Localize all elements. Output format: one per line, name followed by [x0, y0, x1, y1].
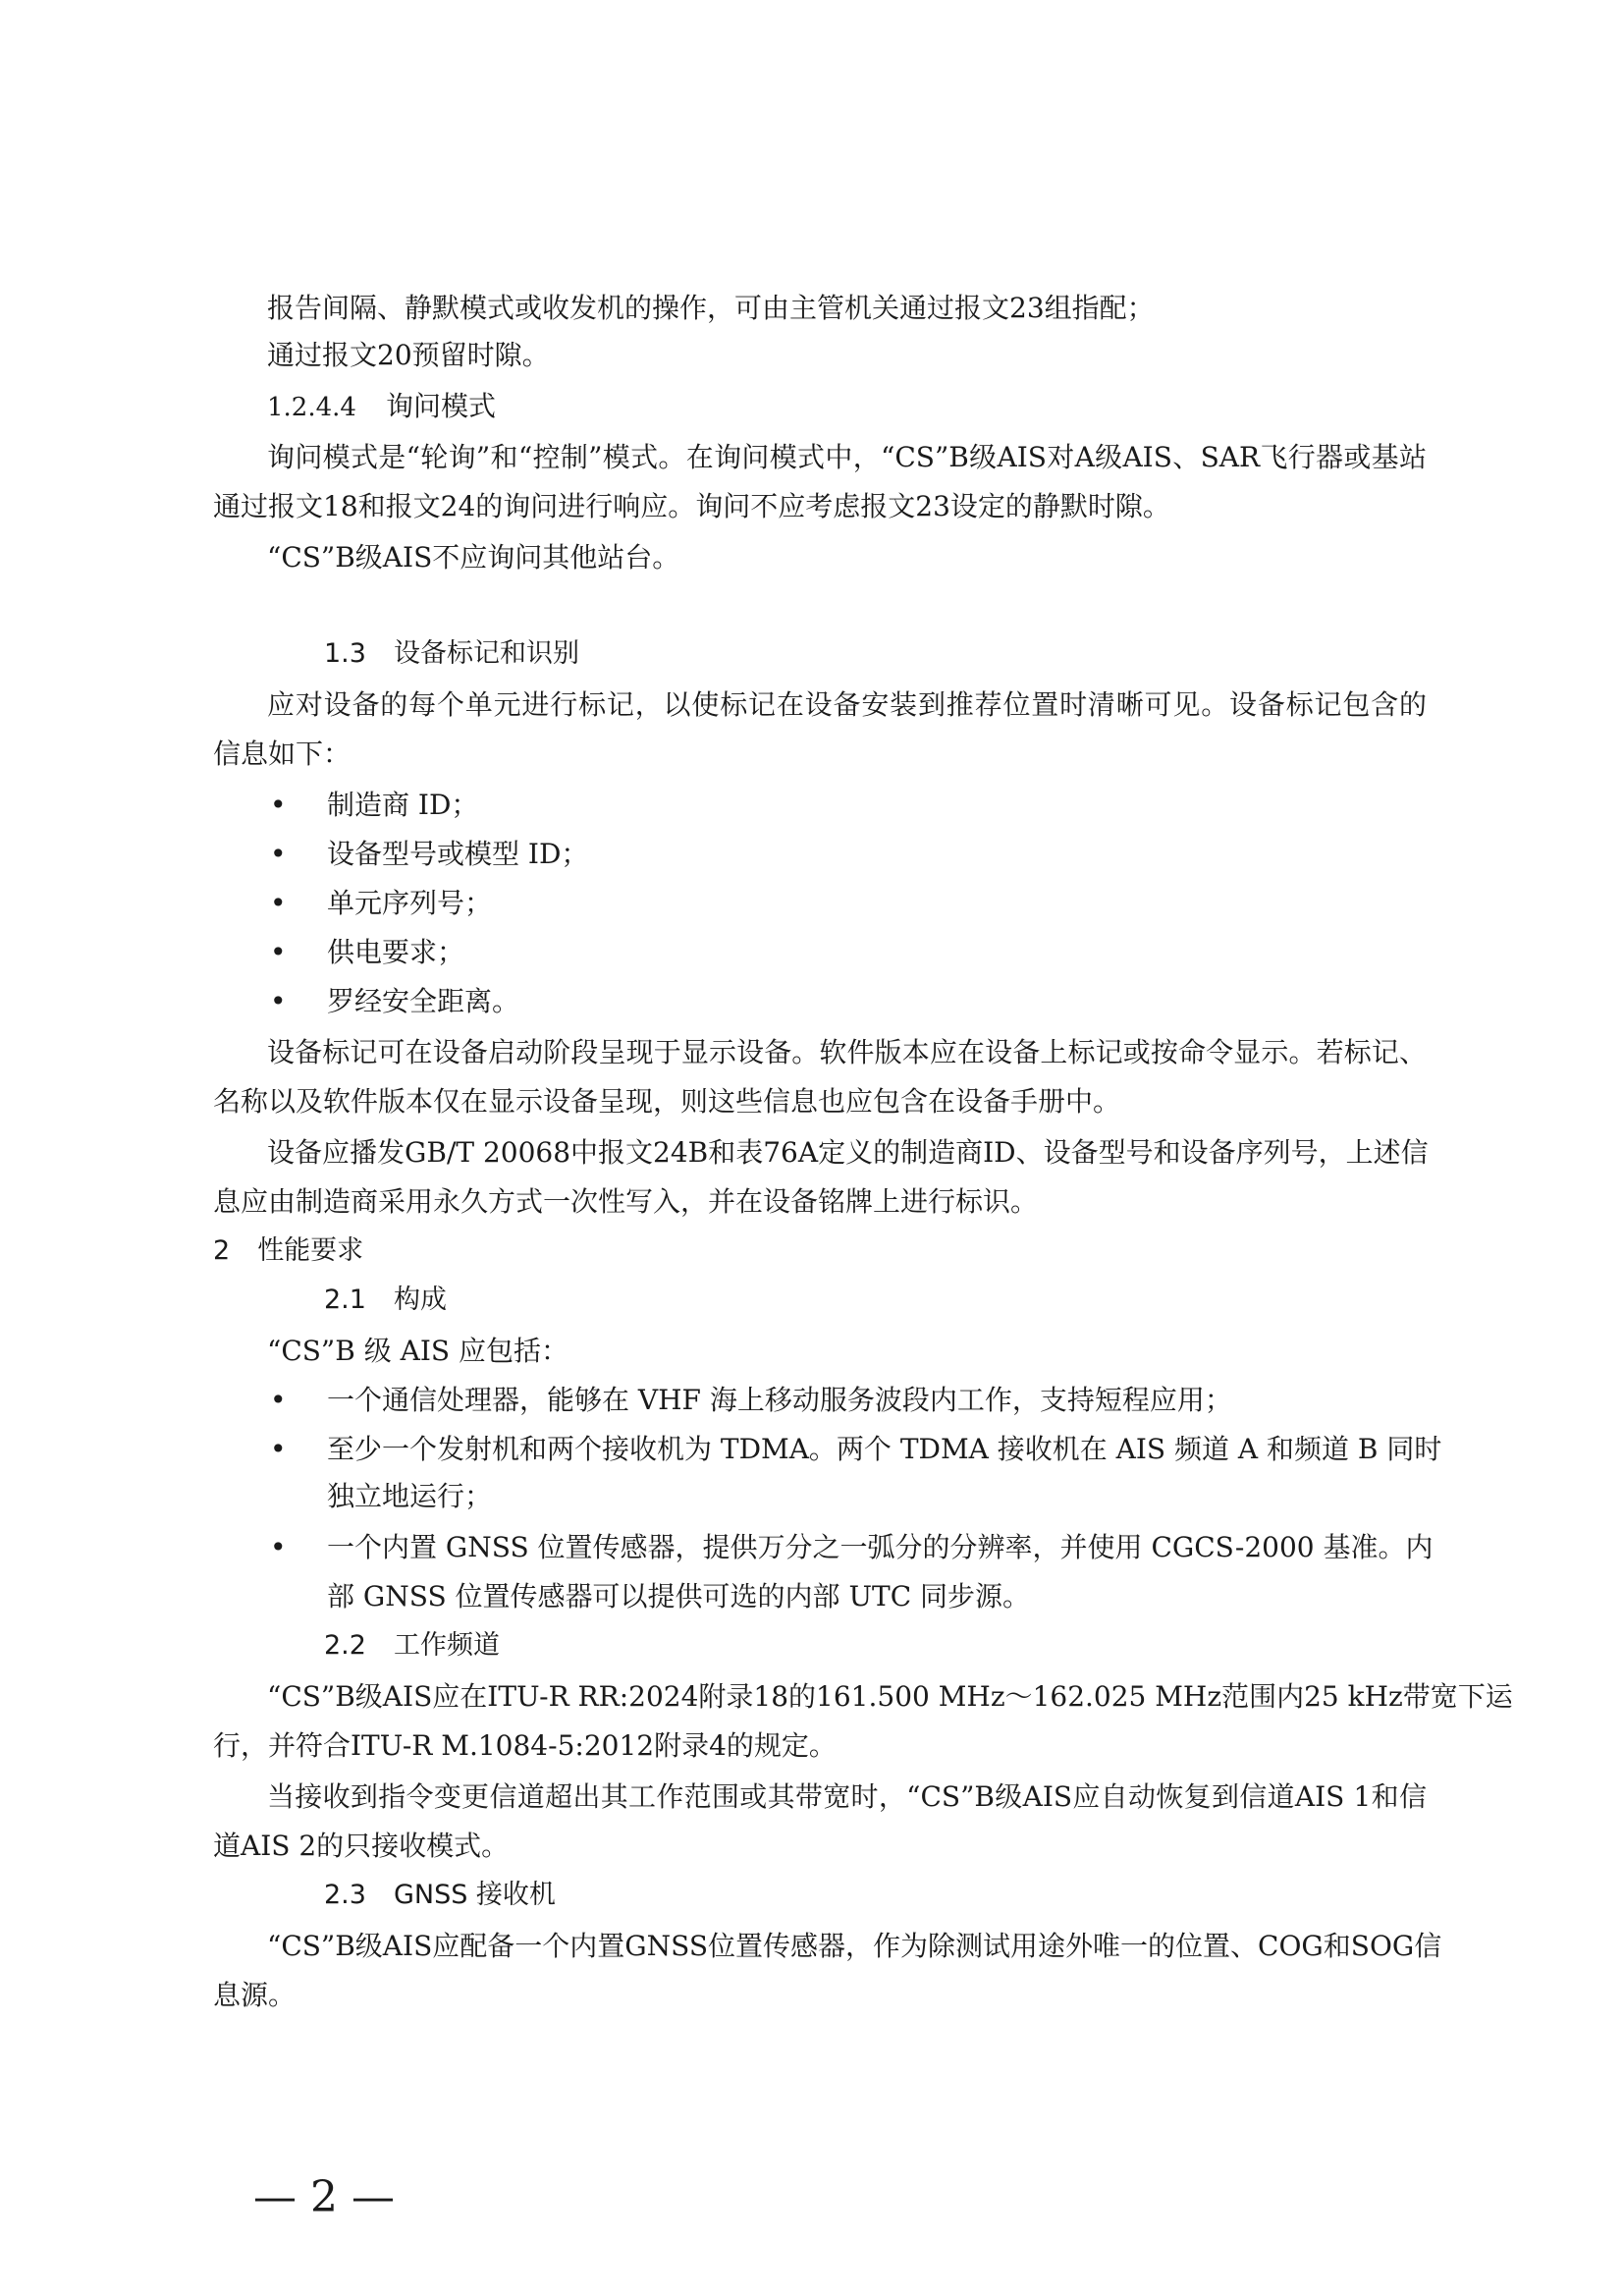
- paragraph-line: 道AIS 2的只接收模式。: [213, 1830, 510, 1862]
- section-number: 2: [213, 1235, 231, 1266]
- list-item: 供电要求；: [327, 936, 465, 968]
- list-item: 一个通信处理器，能够在 VHF 海上移动服务波段内工作，支持短程应用；: [327, 1384, 1232, 1416]
- paragraph-line: 报告间隔、静默模式或收发机的操作，可由主管机关通过报文23组指配；: [267, 292, 1155, 324]
- section-title: 询问模式: [385, 390, 496, 422]
- section-number: 1.3: [324, 638, 366, 669]
- section-title: 工作频道: [393, 1630, 500, 1661]
- section-heading-2-2: [324, 1626, 500, 1666]
- bullet-icon: •: [270, 887, 287, 919]
- paragraph-line: 通过报文18和报文24的询问进行响应。询问不应考虑报文23设定的静默时隙。: [213, 490, 1170, 522]
- list-item-continuation: 部 GNSS 位置传感器可以提供可选的内部 UTC 同步源。: [327, 1580, 1031, 1613]
- section-number: 2.1: [324, 1285, 366, 1315]
- list-item-continuation: 独立地运行；: [327, 1480, 493, 1512]
- section-heading-2-1: [324, 1281, 447, 1320]
- paragraph-line: 询问模式是“轮询”和“控制”模式。在询问模式中，“CS”B级AIS对A级AIS、SAR飞行器或基站: [267, 441, 1427, 473]
- bullet-icon: •: [270, 936, 287, 968]
- paragraph-line: 信息如下：: [213, 738, 352, 770]
- paragraph-line: 设备应播发GB/T 20068中报文24B和表76A定义的制造商ID、设备型号和设备序列号，上述信: [267, 1136, 1429, 1169]
- section-number: 1.2.4.4: [267, 393, 356, 422]
- list-item: 罗经安全距离。: [327, 985, 520, 1017]
- section-title: 性能要求: [257, 1235, 364, 1266]
- bullet-icon: •: [270, 789, 287, 821]
- page-number: — 2 —: [253, 2172, 395, 2222]
- bullet-icon: •: [270, 985, 287, 1017]
- paragraph-line: 设备标记可在设备启动阶段呈现于显示设备。软件版本应在设备上标记或按命令显示。若标记、: [267, 1036, 1427, 1068]
- section-number: 2.2: [324, 1630, 366, 1661]
- paragraph-line: “CS”B级AIS不应询问其他站台。: [267, 541, 680, 574]
- paragraph-line: 通过报文20预留时隙。: [267, 339, 550, 371]
- section-title: GNSS 接收机: [393, 1880, 556, 1910]
- section-title: 设备标记和识别: [393, 638, 579, 669]
- paragraph-line: 应对设备的每个单元进行标记，以使标记在设备安装到推荐位置时清晰可见。设备标记包含的: [267, 688, 1427, 721]
- paragraph-line: “CS”B 级 AIS 应包括：: [267, 1335, 568, 1367]
- section-heading-1-3: [324, 634, 579, 674]
- paragraph-line: “CS”B级AIS应在ITU-R RR:2024附录18的161.500 MHz～162.025 MHz范围内25 kHz带宽下运: [267, 1680, 1513, 1713]
- paragraph-line: 行，并符合ITU-R M.1084-5:2012附录4的规定。: [213, 1729, 837, 1762]
- bullet-icon: •: [270, 1531, 287, 1563]
- section-number: 2.3: [324, 1880, 366, 1910]
- paragraph-line: 息源。: [213, 1979, 297, 2011]
- list-item: 单元序列号；: [327, 887, 493, 919]
- bullet-icon: •: [270, 838, 287, 870]
- list-item: 制造商 ID；: [327, 789, 479, 821]
- paragraph-line: 当接收到指令变更信道超出其工作范围或其带宽时，“CS”B级AIS应自动恢复到信道AIS 1和信: [267, 1780, 1427, 1813]
- paragraph-line: “CS”B级AIS应配备一个内置GNSS位置传感器，作为除测试用途外唯一的位置、COG和SOG信: [267, 1930, 1442, 1962]
- section-heading-1-2-4-4: [267, 387, 496, 427]
- section-title: 构成: [393, 1285, 447, 1315]
- paragraph-line: 名称以及软件版本仅在显示设备呈现，则这些信息也应包含在设备手册中。: [213, 1085, 1121, 1118]
- paragraph-line: 息应由制造商采用永久方式一次性写入，并在设备铭牌上进行标识。: [213, 1185, 1039, 1218]
- list-item: 至少一个发射机和两个接收机为 TDMA。两个 TDMA 接收机在 AIS 频道 A 和频道 B 同时: [327, 1433, 1442, 1465]
- bullet-icon: •: [270, 1384, 287, 1416]
- bullet-icon: •: [270, 1433, 287, 1465]
- list-item: 一个内置 GNSS 位置传感器，提供万分之一弧分的分辨率，并使用 CGCS-2000 基准。内: [327, 1531, 1434, 1563]
- list-item: 设备型号或模型 ID；: [327, 838, 589, 870]
- section-heading-2: [213, 1231, 363, 1271]
- section-heading-2-3: [324, 1876, 556, 1915]
